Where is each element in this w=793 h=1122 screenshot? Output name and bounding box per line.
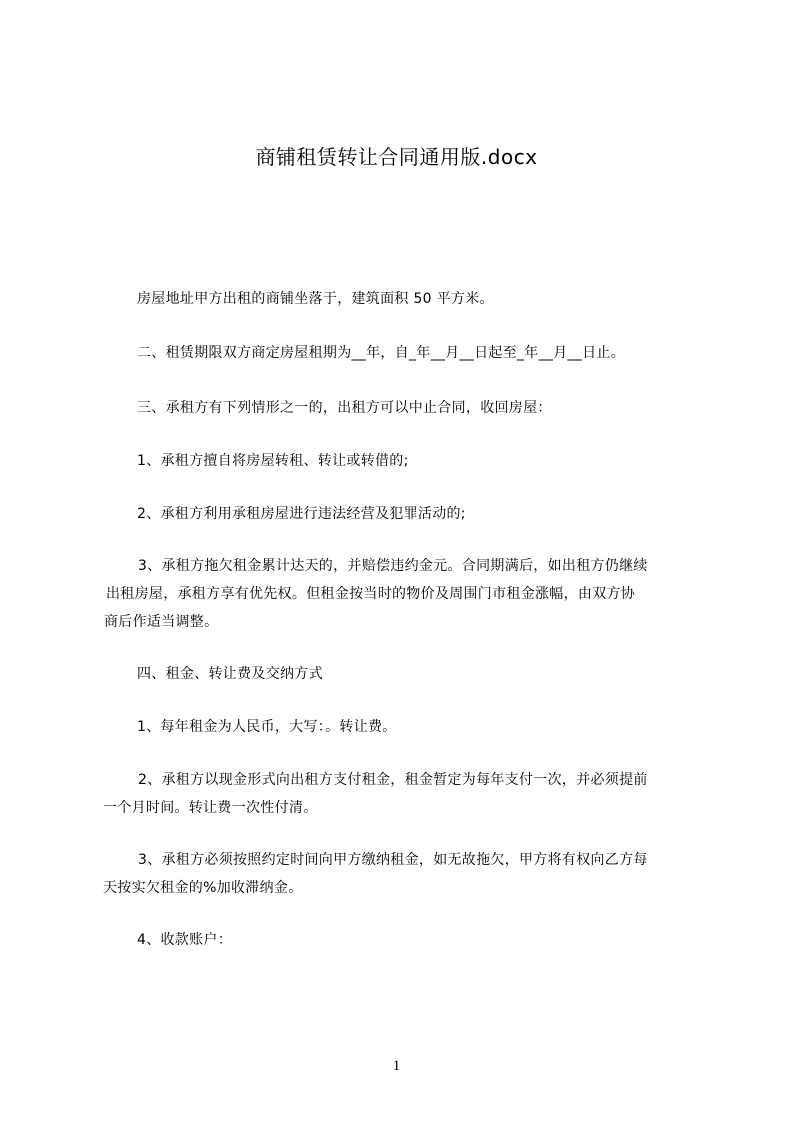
paragraph-line: 3、承租方必须按照约定时间向甲方缴纳租金，如无故拖欠，甲方将有权向乙方每 bbox=[138, 852, 648, 868]
page-number: 1 bbox=[392, 1058, 401, 1074]
paragraph-line: 一个月时间。转让费一次性付清。 bbox=[103, 800, 318, 816]
paragraph-receiving-account bbox=[137, 926, 232, 954]
paragraph-lease-term bbox=[137, 339, 625, 367]
paragraph-arrears-clause bbox=[104, 552, 648, 636]
paragraph-line: 出租房屋，承租方享有优先权。但租金按当时的物价及周围门市租金涨幅，由双方协 bbox=[106, 586, 636, 602]
paragraph-payment-method bbox=[103, 766, 648, 822]
paragraph-line: 1、每年租金为人民币，大写：。转让费。 bbox=[137, 719, 397, 735]
paragraph-line: 商后作适当调整。 bbox=[104, 614, 219, 630]
paragraph-termination-heading bbox=[137, 394, 552, 422]
document-title: 商铺租赁转让合同通用版.docx bbox=[255, 145, 538, 169]
paragraph-line: 四、租金、转让费及交纳方式 bbox=[137, 666, 323, 682]
paragraph-property-address bbox=[137, 285, 494, 313]
paragraph-line: 三、承租方有下列情形之一的，出租方可以中止合同，收回房屋： bbox=[137, 400, 552, 416]
paragraph-illegal-use-clause bbox=[137, 500, 466, 528]
paragraph-line: 4、收款账户： bbox=[137, 932, 233, 948]
paragraph-line: 二、租赁期限双方商定房屋租期为__年，自_年__月__日起至_年__月__日止。 bbox=[137, 345, 625, 361]
paragraph-line: 1、承租方擅自将房屋转租、转让或转借的; bbox=[137, 453, 409, 469]
paragraph-line: 2、承租方利用承租房屋进行违法经营及犯罪活动的; bbox=[137, 506, 466, 522]
paragraph-line: 天按实欠租金的%加收滞纳金。 bbox=[103, 880, 303, 896]
paragraph-annual-rent bbox=[137, 713, 397, 741]
paragraph-line: 3、承租方拖欠租金累计达天的，并赔偿违约金元。合同期满后，如出租方仍继续 bbox=[138, 558, 648, 574]
paragraph-sublease-clause bbox=[137, 447, 409, 475]
paragraph-rent-heading bbox=[137, 660, 323, 688]
paragraph-line: 房屋地址甲方出租的商铺坐落于，建筑面积 50 平方米。 bbox=[137, 291, 494, 307]
paragraph-late-fee bbox=[103, 846, 648, 902]
paragraph-line: 2、承租方以现金形式向出租方支付租金，租金暂定为每年支付一次，并必须提前 bbox=[138, 772, 648, 788]
